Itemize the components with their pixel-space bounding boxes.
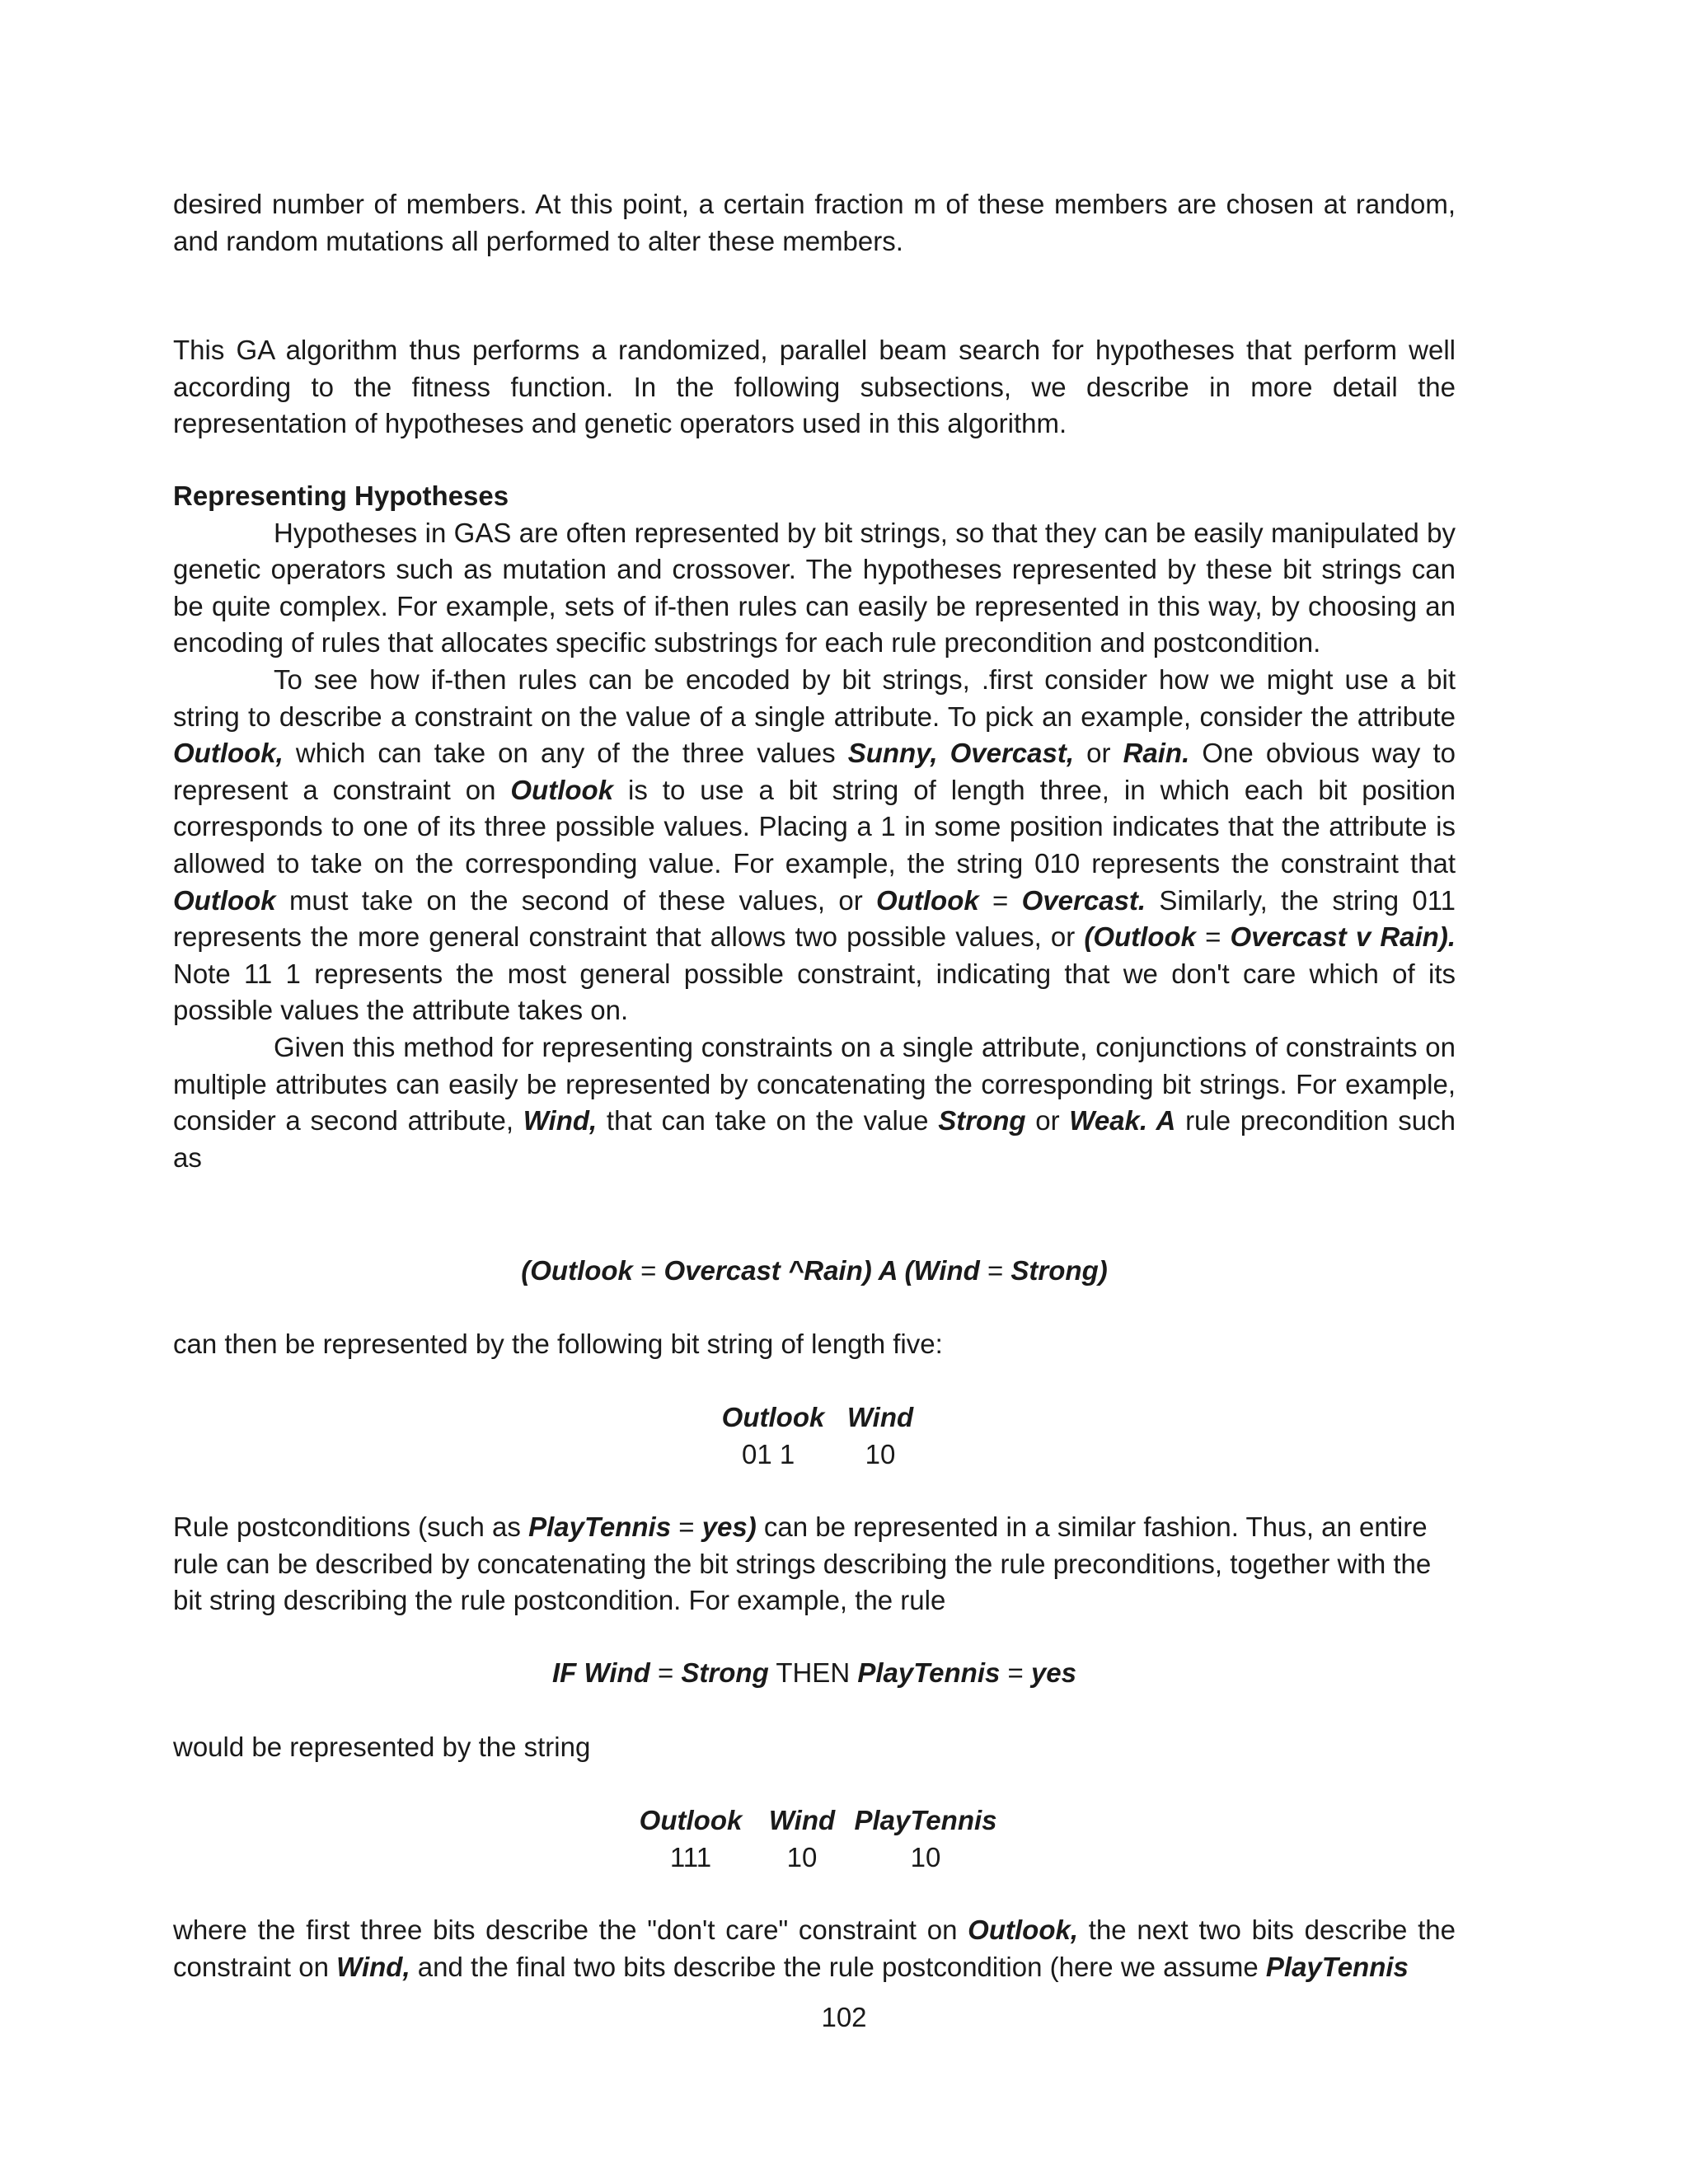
- table-header-row: [173, 1399, 1456, 1436]
- table-row: [173, 1436, 1456, 1474]
- paragraph-bit-strings: Hypotheses in GAS are often represented by bit strings, so that they can be easily manipulated by genetic operators such as mutation and crossover. The hypotheses represented by these bit strings can be quite complex. For example, sets of if-then rules can easily be represented in this way, by choosing an encoding of rules that allocates specific substrings for each rule precondition and postcondition.: [173, 517, 1456, 658]
- paragraph-intro: desired number of members. At this point, a certain fraction m of these members are chosen at random, and random mutations all performed to alter these members.: [173, 189, 1456, 256]
- paragraph-ga-summary: This GA algorithm thus performs a randomized, parallel beam search for hypotheses that perform well according to the fitness function. In the following subsections, we describe in more detail the representation of hypotheses and genetic operators used in this algorithm.: [173, 335, 1456, 439]
- section-representing-hypotheses: [173, 478, 1456, 1176]
- table-cell: 10: [865, 1438, 896, 1469]
- bit-string-table-2: [173, 1802, 1456, 1876]
- table-header: Outlook: [721, 1402, 825, 1432]
- table-cell: 01 1: [742, 1438, 795, 1469]
- table-header: Wind: [768, 1805, 836, 1835]
- section-heading: Representing Hypotheses: [173, 480, 509, 511]
- paragraph-conjunctions: Given this method for representing constraints on a single attribute, conjunctions of constraints on multiple attributes can easily be represented by concatenating the corresponding bit strings. For example, consider a second attribute, Wind, that can take on the value Strong or Weak. A rule precondition such as: [173, 1031, 1456, 1173]
- table-cell: 10: [786, 1841, 818, 1872]
- table-header: Outlook: [639, 1805, 743, 1835]
- table-header-row: [173, 1802, 1456, 1840]
- paragraph-constraint-encoding: To see how if-then rules can be encoded by bit strings, .first consider how we might use a bit string to describe a constraint on the value of a single attribute. To pick an example, consider the attribute Outlook, which can take on any of the three values Sunny, Overcast, or Rain. One obvious way to represent a constraint on Outlook is to use a bit string of length three, in which each bit position corresponds to one of its three possible values. Placing a 1 in some position indicates that the attribute is allowed to take on the corresponding value. For example, the string 010 represents the constraint that Outlook must take on the second of these values, or Outlook = Overcast. Similarly, the string 011 represents the more general constraint that allows two possible values, or (Outlook = Overcast v Rain). Note 11 1 represents the most general possible constraint, indicating that we don't care which of its possible values the attribute takes on.: [173, 663, 1456, 1026]
- equation-precondition: (Outlook = Overcast ^Rain) A (Wind = Strong): [521, 1255, 1108, 1286]
- bit-string-table-1: [173, 1399, 1456, 1473]
- paragraph-bit-explanation: where the first three bits describe the "don't care" constraint on Outlook, the next two bits describe the constraint on Wind, and the final two bits describe the rule postcondition (here we assume PlayTennis: [173, 1915, 1456, 1982]
- paragraph-bit-string-length-five: can then be represented by the following bit string of length five:: [173, 1329, 943, 1359]
- table-header: PlayTennis: [854, 1805, 997, 1835]
- paragraph-represented-by: would be represented by the string: [173, 1732, 591, 1762]
- table-cell: 111: [669, 1841, 712, 1872]
- table-row: [173, 1840, 1456, 1877]
- page-number: 102: [821, 2002, 867, 2032]
- table-header: Wind: [846, 1402, 914, 1432]
- equation-if-then-rule: IF Wind = Strong THEN PlayTennis = yes: [551, 1657, 1077, 1688]
- paragraph-rule-postconditions: Rule postconditions (such as PlayTennis = yes) can be represented in a similar fashion. Thus, an entire rule can be described by concatenating the bit strings describing the rule preconditions, together with the bit string describing the rule postcondition. For example, the rule: [173, 1511, 1432, 1616]
- table-cell: 10: [910, 1841, 941, 1872]
